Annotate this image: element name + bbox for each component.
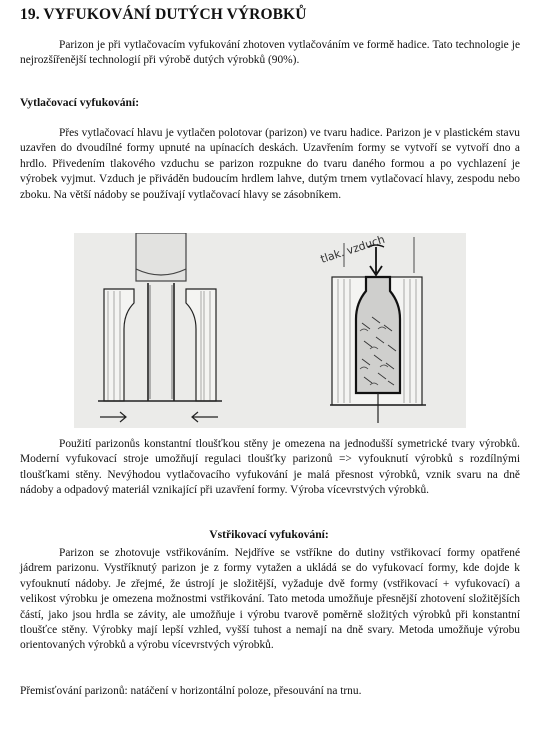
- after-figure-paragraph: Použití parizonůs konstantní tloušťkou stěny je omezena na jednodušší symetrické tvary výrobků. Moderní vyfukovací stroje umožňují regulaci tloušťky parizonů => vyfouknutí výrobků s rozdílnými tloušťkami stěny. Nevýhodou vytlačovacího vyfukování je malá přesnost výrobků, vznik svaru na dně nádoby a odpadový materiál vznikající při uzavření formy. Výroba vícevrstvých výrobků.: [20, 438, 520, 497]
- section-heading-extrusion: Vytlačovací vyfukování:: [20, 96, 140, 109]
- injection-paragraph: Parizon se zhotovuje vstřikováním. Nejdříve se vstříkne do dutiny vstřikovací formy opatřené jádrem parizonu. Vystříknutý parizon je z formy vytažen a ukládá se do vyfukovací formy, kde dojde k vyfouknutí nádoby. Je zřejmé, že ústrojí je složitější, vyžaduje dvě formy (vstřikovací + vyfukovací) a velikost výrobku je omezena možnostmi vstřikování. Tato metoda umožňuje přesnější zhotovení složitějších částí, jako jsou hrdla se závity, ale umožňuje i výrobu tvarově poměrně složitých výrobků při konstantní tloušťce stěny. Výrobky mají lepší vzhled, vyšší tuhost a nemají na dně svary. Metoda umožňuje výrobu orientovaných výrobků a výrobu vícevrstvých výrobků.: [20, 547, 520, 652]
- parizon-transfer-note: Přemisťování parizonů: natáčení v horizontální poloze, přesouvání na trnu.: [20, 685, 362, 697]
- extrusion-paragraph: Přes vytlačovací hlavu je vytlačen polotovar (parizon) ve tvaru hadice. Parizon je v plastickém stavu uzavřen do dvoudílné formy upnuté na upínacích deskách. Uzavřením formy se vytvoří se vytvoří dno a hrdlo. Přivedením tlakového vzduchu se parizon rozpukne do tvaru daného formou a po vychlazení je výrobek vyjmut. Vzduch je přiváděn budoucím hrdlem lahve, dutým trnem vytlačovací hlavy, zespodu nebo zboku. Na větší nádoby se používají vytlačovací hlavy se zásobníkem.: [20, 127, 520, 201]
- sketch-drawing: [74, 233, 466, 428]
- intro-paragraph: Parizon je při vytlačovacím vyfukování zhotoven vytlačováním ve formě hadice. Tato technologie je nejrozšířenější technologií při výrobě dutých výrobků (90%).: [20, 39, 520, 67]
- blow-molding-sketch: [74, 233, 466, 428]
- section-heading-injection: Vstřikovací vyfukování:: [209, 528, 329, 541]
- handwritten-label: tlak. vzduch: [318, 233, 387, 266]
- page-title: 19. VYFUKOVÁNÍ DUTÝCH VÝROBKŮ: [20, 6, 307, 23]
